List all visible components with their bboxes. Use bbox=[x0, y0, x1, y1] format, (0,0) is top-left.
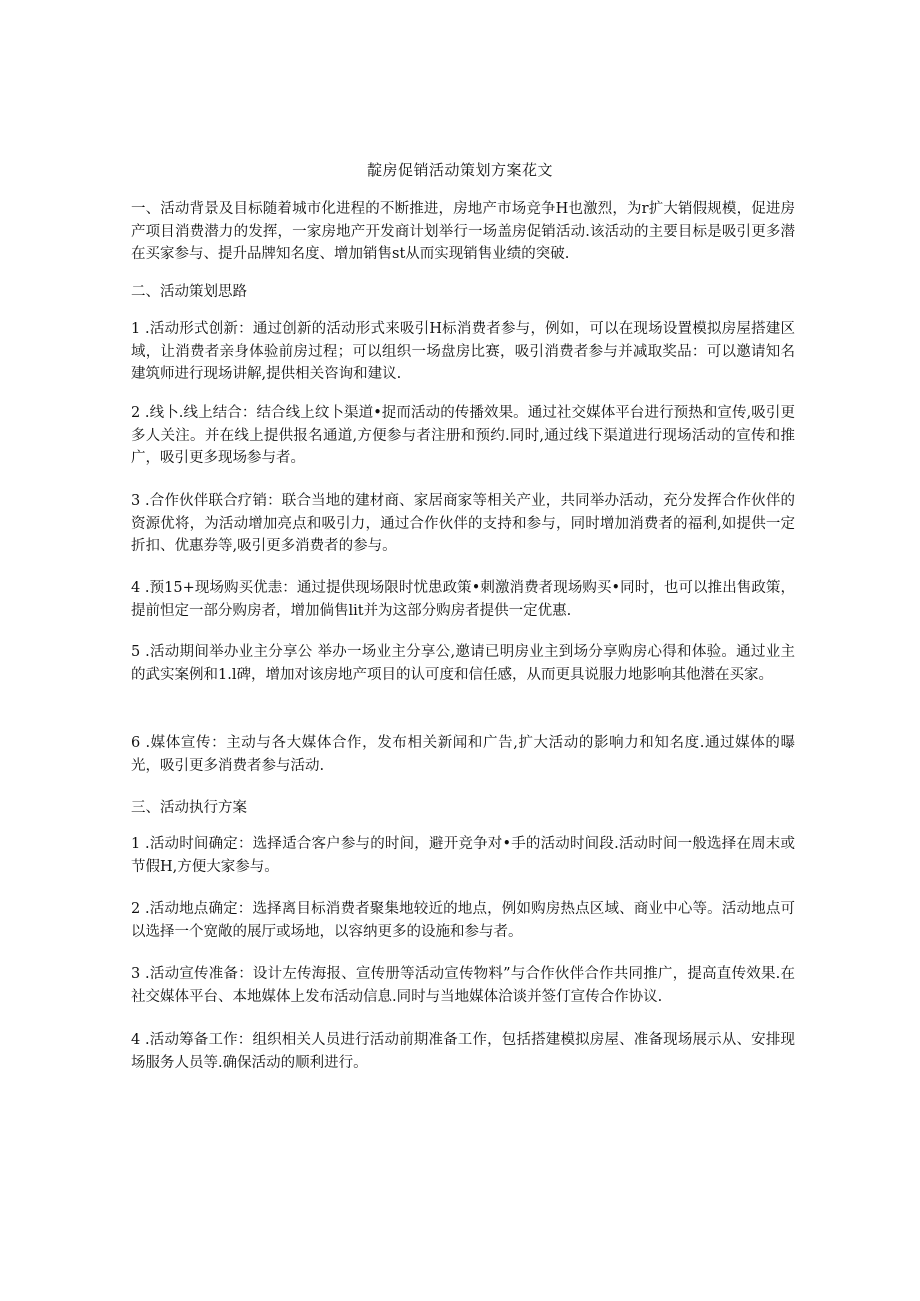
intro-paragraph: 一、活动背景及目标随着城市化进程的不断推进，房地产市场竞争H也激烈，为r扩大销假规模，促进房产项目消费潜力的发挥，一家房地产开发商计划举行一场盖房促销活动.该活动的主要目标是吸引更多潜在买家参与、提升品牌知名度、增加销售st从而实现销售业绩的突破. bbox=[131, 201, 795, 262]
section-2-item-3: 3 .合作伙伴联合疗销：联合当地的建材商、家居商家等相关产业，共同举办活动，充分发挥合作伙伴的资源优将，为活动增加亮点和吸引力，通过合作伙伴的支持和参与，同时增加消费者的福利,如提供一定折扣、优惠券等,吸引更多消费者的参与。 bbox=[131, 493, 795, 554]
section-2-item-1: 1 .活动形式创新：通过创新的活动形式来吸引H标消费者参与，例如，可以在现场设置模拟房屋搭建区域，让消费者亲身体验前房过程；可以组织一场盘房比赛，吸引消费者参与并减取奖品：可以邀请知名建筑师进行现场讲解,提供相关咨询和建议. bbox=[131, 321, 795, 382]
section-2-item-5: 5 .活动期间举办业主分享公 举办一场业主分享公,邀请已明房业主到场分享购房心得和体验。通过业主的武实案例和1.l碑，增加对该房地产项目的认可度和信任感，从而更具说服力地影响其他潜在买家。 bbox=[131, 644, 795, 683]
section-3-item-4: 4 .活动筹备工作：组织相关人员进行活动前期准备工作，包括搭建模拟房屋、准备现场展示从、安排现场服务人员等.确保活动的顺利进行。 bbox=[131, 1032, 795, 1071]
section-3-item-2: 2 .活动地点确定：选择离目标消费者聚集地较近的地点，例如购房热点区域、商业中心等。活动地点可以选择一个宽敞的展厅或场地，以容纳更多的设施和参与者。 bbox=[131, 901, 795, 940]
section-2-item-2: 2 .线卜.线上结合：结合线上纹卜渠道•捉而活动的传播效果。通过社交媒体平台进行预热和宣传,吸引更多人关注。并在线上提供报名通道,方便参与者注册和预约.同时,通过线下渠道进行现场活动的宣传和推广，吸引更多现场参与者。 bbox=[131, 405, 795, 466]
section-3-heading: 三、活动执行方案 bbox=[131, 800, 247, 816]
section-2-heading: 二、活动策划思路 bbox=[131, 284, 247, 300]
document-title: 靛房促销活动策划方案花文 bbox=[366, 161, 553, 179]
section-3-item-3: 3 .活动宣传准备：设计左传海报、宣传册等活动宣传物料”与合作伙伴合作共同推广，提高直传效果.在社交媒体平台、本地媒体上发布活动信息.同时与当地媒体洽谈并签仃宣传合作协议. bbox=[131, 966, 795, 1005]
section-3-item-1: 1 .活动时间确定：选择适合客户参与的时间，避开竞争对•手的活动时间段.活动时间一般选择在周末或节假H,方便大家参与。 bbox=[131, 836, 795, 875]
section-2-item-4: 4 .预15+现场购买优恚：通过提供现场限时忧患政策•刺激消费者现场购买•同时，也可以推出售政策，提前怛定一部分购房者，增加倘售lit并为这部分购房者提供一定优惠. bbox=[131, 580, 795, 619]
section-2-item-6: 6 .媒体宣传：主动与各大媒体合作，发布相关新闻和广告,扩大活动的影响力和知名度.通过媒体的曝光，吸引更多消费者参与活动. bbox=[131, 735, 795, 774]
